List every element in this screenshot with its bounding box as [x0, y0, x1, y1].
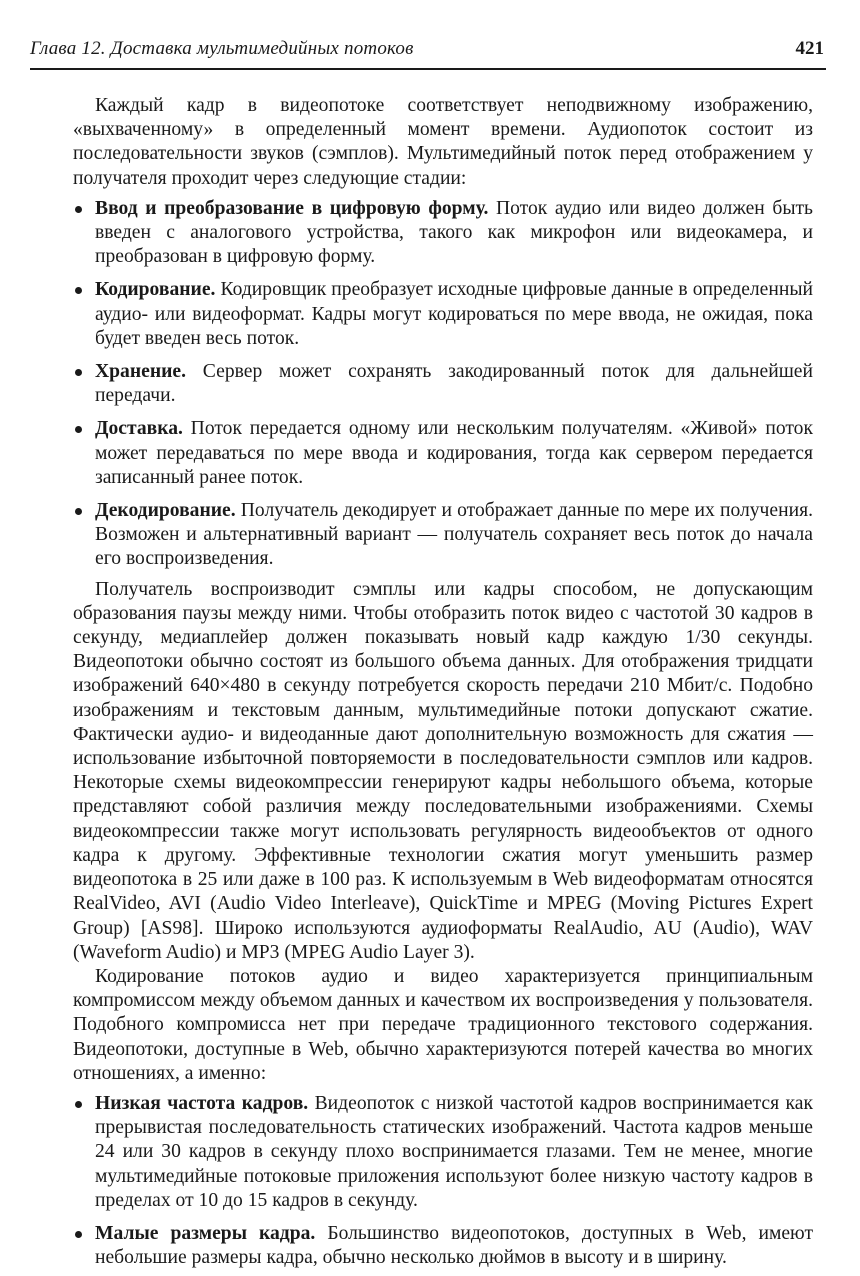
- item-text: Получатель декодирует и отображает данные по мере их получения. Возможен и альтернативный вариант — получатель сохраняет весь поток до начала его воспроизведения.: [95, 500, 813, 570]
- running-header: [30, 38, 824, 68]
- list-item: [73, 1222, 813, 1270]
- item-text: Поток аудио или видео должен быть введен с аналогового устройства, такого как микрофон или видеокамера, и преобразован в цифровую форму.: [95, 197, 813, 268]
- page-number: 421: [795, 38, 824, 59]
- item-term: Малые размеры кадра.: [95, 1222, 316, 1244]
- page-body: [73, 94, 813, 1276]
- item-term: Низкая частота кадров.: [95, 1092, 309, 1114]
- list-item: [73, 1092, 813, 1213]
- bullet-icon: [75, 369, 82, 376]
- list-item: [73, 417, 813, 490]
- bullet-icon: [75, 426, 82, 433]
- item-term: Кодирование.: [95, 279, 216, 301]
- quality-issues-list: [73, 1092, 813, 1270]
- item-term: Хранение.: [95, 361, 187, 383]
- item-term: Доставка.: [95, 418, 183, 440]
- list-item: [73, 278, 813, 351]
- bullet-icon: [75, 287, 82, 294]
- item-text: Сервер может сохранять закодированный поток для дальнейшей передачи.: [95, 361, 813, 407]
- item-text: Кодировщик преобразует исходные цифровые данные в определенный аудио- или видеоформат. Кадры могут кодироваться по мере ввода, не ожидая, пока будет введен весь поток.: [95, 279, 813, 349]
- bullet-icon: [75, 1101, 82, 1108]
- playback-paragraph: Получатель воспроизводит сэмплы или кадры способом, не допускающим образования паузы между ними. Чтобы отобразить поток видео с частотой 30 кадров в секунду, медиаплейер должен показывать новый кадр каждую 1/30 секунды. Видеопотоки обычно состоят из большого объема данных. Для отображения тридцати изображений 640×480 в секунду потребуется скорость передачи 210 Мбит/с. Подобно изображениям и текстовым данным, мультимедийные потоки допускают сжатие. Фактически аудио- и видеоданные дают дополнительную возможность для сжатия — использование избыточной повторяемости в последовательности сэмплов или кадров. Некоторые схемы видеокомпрессии генерируют кадры небольшого объема, которые представляют собой различия между последовательными изображениями. Схемы видеокомпрессии также могут использовать регулярность видеообъектов от одного кадра к другому. Эффективные технологии сжатия могут уменьшить размер видеопотока в 25 или даже в 100 раз. К используемым в Web видеоформатам относятся RealVideo, AVI (Audio Video Interleave), QuickTime и MPEG (Moving Pictures Expert Group) [AS98]. Широко используются аудиоформаты RealAudio, AU (Audio), WAV (Waveform Audio) и MP3 (MPEG Audio Layer 3).: [73, 578, 813, 963]
- list-item: [73, 360, 813, 408]
- list-item: [73, 499, 813, 572]
- chapter-title: Глава 12. Доставка мультимедийных потоков: [30, 38, 414, 59]
- item-text: Большинство видеопотоков, доступных в Web, имеют небольшие размеры кадра, обычно несколько дюймов в высоту и в ширину.: [95, 1222, 814, 1269]
- item-term: Декодирование.: [95, 500, 236, 522]
- header-rule: [30, 68, 826, 70]
- bullet-icon: [75, 1231, 82, 1238]
- bullet-icon: [75, 206, 82, 213]
- stages-list: [73, 197, 813, 572]
- bullet-icon: [75, 508, 82, 515]
- item-text: Видеопоток с низкой частотой кадров воспринимается как прерывистая последовательность статических изображений. Частота кадров меньше 24 или 30 кадров в секунду плохо воспринимается глазами. Тем не менее, многие мультимедийные потоковые приложения используют более низкую частоту кадров в пределах от 10 до 15 кадров в секунду.: [95, 1092, 813, 1211]
- list-item: [73, 197, 813, 270]
- intro-paragraph: Каждый кадр в видеопотоке соответствует неподвижному изображению, «выхваченному» в определенный момент времени. Аудиопоток состоит из последовательности звуков (сэмплов). Мультимедийный поток перед отображением у получателя проходит через следующие стадии:: [73, 95, 813, 189]
- item-text: Поток передается одному или нескольким получателям. «Живой» поток может передаваться по мере ввода и кодирования, тогда как сервером передается записанный ранее поток.: [95, 418, 813, 488]
- encoding-paragraph: Кодирование потоков аудио и видео характеризуется принципиальным компромиссом между объемом данных и качеством их воспроизведения у пользователя. Подобного компромисса нет при передаче традиционного текстового содержания. Видеопотоки, доступные в Web, обычно характеризуются потерей качества во многих отношениях, а именно:: [73, 965, 813, 1084]
- item-term: Ввод и преобразование в цифровую форму.: [95, 197, 489, 219]
